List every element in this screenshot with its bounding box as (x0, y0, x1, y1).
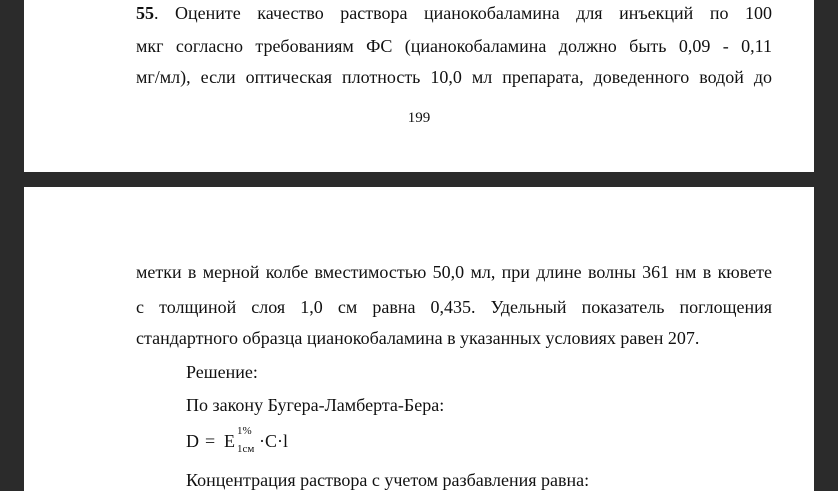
formula-e-symbol: E (224, 431, 235, 451)
problem-statement-line-3: мг/мл), если оптическая плотность 10,0 мл препарата, доведенного водой до (136, 67, 772, 87)
problem-continuation-line-1: метки в мерной колбе вместимостью 50,0 мл, при длине волны 361 нм в кювете (136, 262, 772, 282)
concentration-statement: Концентрация раствора с учетом разбавления равна: (186, 470, 590, 490)
formula-rest: ·C·l (259, 431, 288, 451)
page-199 (24, 0, 814, 172)
problem-continuation-line-2: с толщиной слоя 1,0 см равна 0,435. Удельный показатель поглощения (136, 297, 772, 317)
page-200 (24, 187, 814, 491)
formula-lhs: D (186, 431, 199, 451)
problem-number: 55 (136, 3, 154, 23)
problem-statement-line-2: мкг согласно требованиям ФС (цианокобаламина должно быть 0,09 - 0,11 (136, 36, 772, 56)
formula-subscript: 1см (237, 443, 255, 455)
problem-statement-line-1 (136, 2, 772, 24)
problem-continuation-line-3: стандартного образца цианокобаламина в указанных условиях равен 207. (136, 328, 700, 348)
formula-equals: = (205, 431, 216, 451)
page-number: 199 (407, 110, 431, 126)
solution-heading: Решение: (186, 362, 258, 382)
formula-superscript: 1% (237, 425, 252, 437)
problem-text-1: . Оцените качество раствора цианокобаламина для инъекций по 100 (154, 3, 772, 23)
law-statement: По закону Бугера-Ламберта-Бера: (186, 395, 445, 415)
